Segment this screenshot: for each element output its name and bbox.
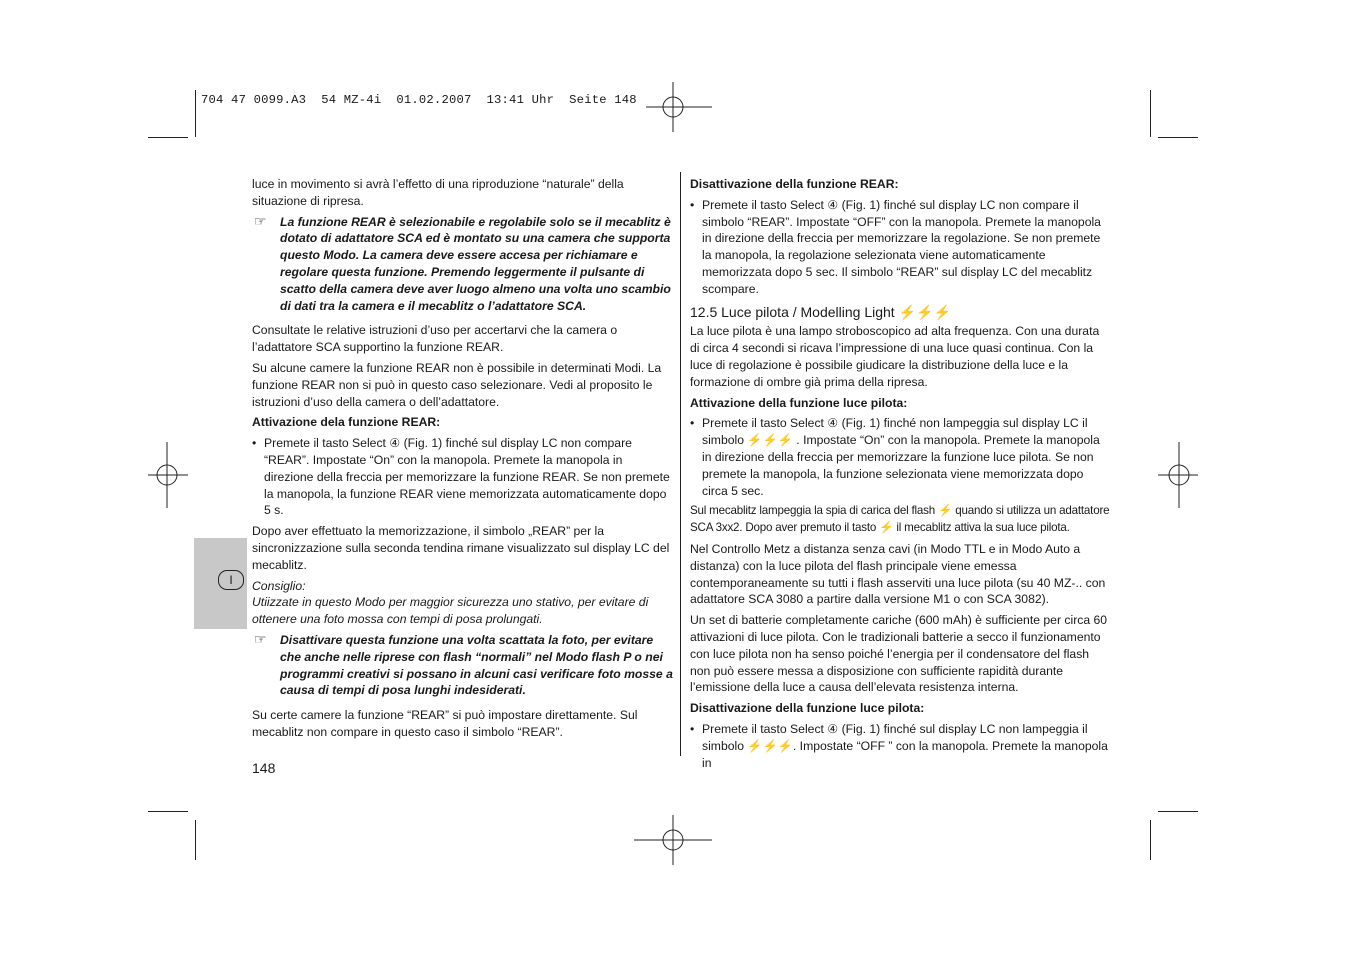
note: ☞ Disattivare questa funzione una volta scattata la foto, per evitare che anche nelle riprese con flash “normali” nel Modo flash P o nei programmi creativi si possano in alcuni casi verificare foto mosse a causa di tempi di posa lunghi indesiderati. xyxy=(254,630,673,698)
language-badge: I xyxy=(218,570,244,590)
tip-label: Consiglio: xyxy=(252,578,306,593)
crop-mark xyxy=(1158,811,1198,812)
bullet-item: • Premete il tasto Select ④ (Fig. 1) finché sul display LC non compare “REAR”. Impostate “On” con la manopola. Premete la manopola in direzione della freccia per memorizzare la funzione REAR. Se non premete la manopola, la funzione REAR viene memorizzata automaticamente dopo 5 s. xyxy=(252,436,670,518)
crop-mark xyxy=(148,811,188,812)
column-divider xyxy=(680,172,681,756)
paragraph: Su alcune camere la funzione REAR non è possibile in determinati Modi. La funzione REAR non si può in questo caso selezionare. Vedi al proposito le istruzioni d’uso della camera o dell’adattatore. xyxy=(252,360,662,409)
page-number: 148 xyxy=(252,760,276,776)
bullet-item: • Premete il tasto Select ④ (Fig. 1) finché sul display LC non compare il simbolo “REAR”. Impostate “OFF” con la manopola. Premete la manopola in direzione della freccia per memorizzare la regolazione. Se non premete la manopola, la regolazione selezionata viene automaticamente memorizzata dopo 5 sec. Il simbolo “REAR” sul display LC del mecablitz scompare. xyxy=(690,197,1101,296)
registration-mark-icon xyxy=(634,815,712,865)
paragraph: Un set di batterie completamente cariche (600 mAh) è sufficiente per circa 60 attivazioni di luce pilota. Con le tradizionali batterie a secco il funzionamento con luce pilota non ha senso poiché l’energia per il condensatore del flash non può essere messa a disposizione con sufficiente rapidità durante l’emissione della luce a causa dell’elevata resistenza interna. xyxy=(690,613,1108,695)
paragraph: Consultate le relative istruzioni d’uso per accertarvi che la camera o l’adattatore SCA supportino la funzione REAR. xyxy=(252,323,618,355)
crop-mark xyxy=(1150,90,1151,137)
crop-mark xyxy=(1158,137,1198,138)
paragraph: Nel Controllo Metz a distanza senza cavi (in Modo TTL e in Modo Auto a distanza) con la luce pilota del flash principale viene emessa contemporaneamente su tutti i flash asserviti una luce pilota (su 40 MZ-.. con adattatore SCA 3080 a partire dalla versione M1 o con SCA 3082). xyxy=(690,541,1106,607)
crop-mark xyxy=(195,820,196,860)
subheading: Disattivazione della funzione luce pilota: xyxy=(690,701,925,716)
paragraph: La luce pilota è una lampo stroboscopico ad alta frequenza. Con una durata di circa 4 secondi si ricava l’impressione di una luce quasi continua. Con la luce di regolazione è possibile giudicare la distribuzione della luce e la formazione di ombre già prima della ripresa. xyxy=(690,324,1100,389)
print-header: 704 47 0099.A3 54 MZ-4i 01.02.2007 13:41 Uhr Seite 148 xyxy=(201,93,637,107)
registration-mark-icon xyxy=(1158,442,1198,508)
crop-mark xyxy=(148,137,188,138)
right-column xyxy=(690,176,1111,775)
crop-mark xyxy=(195,90,196,137)
subheading: Disattivazione della funzione REAR: xyxy=(690,177,899,191)
bullet-item: • Premete il tasto Select ④ (Fig. 1) finché non lampeggia sul display LC il simbolo ⚡⚡⚡ . Impostate “On” con la manopola. Premete la manopola in direzione della freccia per memorizzare la funzione luce pilota. Se non premete la manopola, la funzione selezionata viene memorizzata dopo circa 5 sec. xyxy=(690,416,1100,498)
paragraph: Dopo aver effettuato la memorizzazione, il simbolo „REAR” per la sincronizzazione sulla seconda tendina rimane visualizzato sul display LC del mecablitz. xyxy=(252,524,670,572)
section-heading: 12.5 Luce pilota / Modelling Light ⚡⚡⚡ xyxy=(690,303,951,320)
paragraph: Su certe camere la funzione “REAR” si può impostare direttamente. Sul mecablitz non compare in questo caso il simbolo “REAR”. xyxy=(252,708,638,739)
registration-mark-icon xyxy=(148,442,188,508)
registration-mark-icon xyxy=(646,82,712,132)
left-column xyxy=(252,176,673,745)
note: ☞ La funzione REAR è selezionabile e regolabile solo se il mecablitz è dotato di adattatore SCA ed è montato su una camera che supporta questo Modo. La camera deve essere accesa per richiamare e regolare questa funzione. Premendo leggermente il pulsante di scatto della camera deve aver luogo almeno una volta uno scambio di dati tra la camera e il mecablitz o l’adattatore SCA. xyxy=(254,212,671,313)
bullet-item: • Premete il tasto Select ④ (Fig. 1) finché sul display LC non lampeggia il simbolo ⚡⚡⚡. Impostate “OFF ” con la manopola. Premete la manopola in xyxy=(690,721,1108,770)
crop-mark xyxy=(1150,820,1151,860)
paragraph: luce in movimento si avrà l’effetto di una riproduzione “naturale” della situazione di ripresa. xyxy=(252,177,624,208)
tip-text: Utiizzate in questo Modo per maggior sicurezza uno stativo, per evitare di ottenere una foto mossa con tempi di posa prolungati. xyxy=(252,595,649,627)
subheading: Attivazione della funzione luce pilota: xyxy=(690,395,908,410)
pointing-hand-icon: ☞ xyxy=(254,212,267,229)
pointing-hand-icon: ☞ xyxy=(254,630,267,647)
paragraph: Sul mecablitz lampeggia la spia di carica del flash ⚡ quando si utilizza un adattatore SCA 3xx2. Dopo aver premuto il tasto ⚡ il mecablitz attiva la sua luce pilota. xyxy=(690,504,1110,535)
subheading: Attivazione dela funzione REAR: xyxy=(252,415,441,430)
